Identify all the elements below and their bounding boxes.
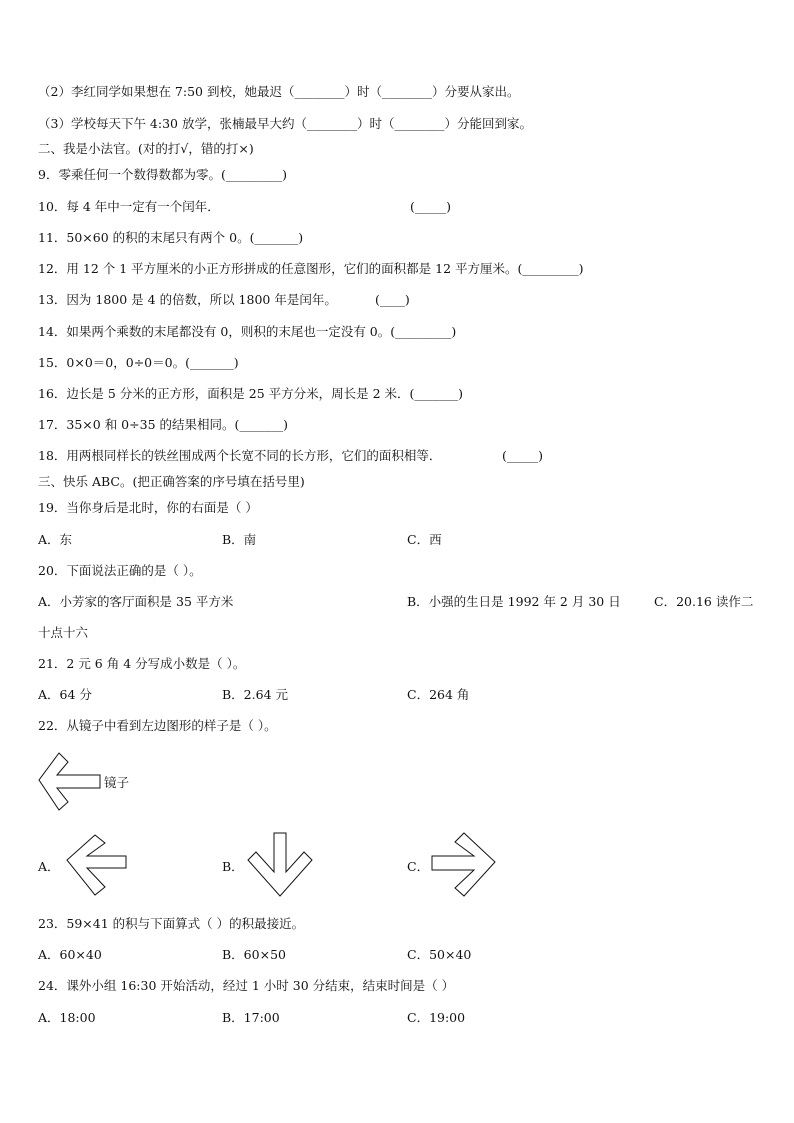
q22-option-a: A． — [38, 859, 60, 874]
question-15: 15．0×0＝0，0÷0＝0。(_______) — [38, 355, 239, 370]
q22-original-shape — [36, 750, 106, 816]
q21-option-b: B．2.64 元 — [222, 687, 288, 702]
q22-mirror-label: 镜子 — [104, 775, 130, 790]
q20-option-c-continued: 十点十六 — [38, 625, 89, 640]
q24-option-a: A．18:00 — [38, 1010, 96, 1025]
question-24: 24．课外小组 16:30 开始活动，经过 1 小时 30 分结束，结束时间是（ ） — [38, 978, 455, 993]
q24-option-b: B．17:00 — [222, 1010, 280, 1025]
question-time-3: （3）学校每天下午 4:30 放学，张楠最早大约（________）时（________）分能回到家。 — [38, 116, 532, 131]
question-18-blank: (_____) — [502, 448, 544, 463]
question-13: 13．因为 1800 是 4 的倍数，所以 1800 年是闰年。 — [38, 292, 337, 307]
section-3-heading: 三、快乐 ABC。(把正确答案的序号填在括号里) — [38, 474, 305, 489]
question-20: 20．下面说法正确的是（ ）。 — [38, 563, 202, 578]
q22-option-a-shape — [62, 832, 130, 900]
q22-option-b-shape — [244, 830, 316, 900]
question-13-blank: (____) — [375, 292, 410, 307]
q20-option-b: B．小强的生日是 1992 年 2 月 30 日 — [407, 594, 621, 609]
question-14: 14．如果两个乘数的末尾都没有 0，则积的末尾也一定没有 0。(_________) — [38, 324, 457, 339]
q22-option-c: C． — [407, 859, 430, 874]
q23-option-c: C．50×40 — [407, 947, 472, 962]
question-10-blank: (_____) — [410, 199, 452, 214]
question-16: 16．边长是 5 分米的正方形，面积是 25 平方分米，周长是 2 米．(_______) — [38, 386, 464, 401]
q21-option-a: A．64 分 — [38, 687, 92, 702]
question-23: 23．59×41 的积与下面算式（ ）的积最接近。 — [38, 916, 305, 931]
q22-option-b: B． — [222, 859, 244, 874]
q22-option-c-shape — [428, 830, 500, 900]
question-10: 10．每 4 年中一定有一个闰年． — [38, 199, 220, 214]
section-2-heading: 二、我是小法官。(对的打√，错的打×) — [38, 141, 254, 156]
q23-option-b: B．60×50 — [222, 947, 286, 962]
q21-option-c: C．264 角 — [407, 687, 470, 702]
q23-option-a: A．60×40 — [38, 947, 102, 962]
question-11: 11．50×60 的积的末尾只有两个 0。(_______) — [38, 230, 304, 245]
q19-option-b: B．南 — [222, 532, 257, 547]
question-18: 18．用两根同样长的铁丝围成两个长宽不同的长方形，它们的面积相等． — [38, 448, 442, 463]
question-17: 17．35×0 和 0÷35 的结果相同。(_______) — [38, 417, 288, 432]
q20-option-c: C．20.16 读作二 — [654, 594, 754, 609]
q24-option-c: C．19:00 — [407, 1010, 466, 1025]
q19-option-c: C．西 — [407, 532, 442, 547]
question-12: 12．用 12 个 1 平方厘米的小正方形拼成的任意图形，它们的面积都是 12 平方厘米。(_________) — [38, 261, 584, 276]
question-22: 22．从镜子中看到左边图形的样子是（ ）。 — [38, 718, 277, 733]
q20-option-a: A．小芳家的客厅面积是 35 平方米 — [38, 594, 234, 609]
q19-option-a: A．东 — [38, 532, 73, 547]
question-19: 19．当你身后是北时，你的右面是（ ） — [38, 500, 258, 515]
question-21: 21．2 元 6 角 4 分写成小数是（ ）。 — [38, 656, 246, 671]
question-time-2: （2）李红同学如果想在 7:50 到校，她最迟（________）时（________）分要从家出。 — [38, 84, 520, 99]
question-9: 9．零乘任何一个数得数都为零。(_________) — [38, 167, 287, 182]
